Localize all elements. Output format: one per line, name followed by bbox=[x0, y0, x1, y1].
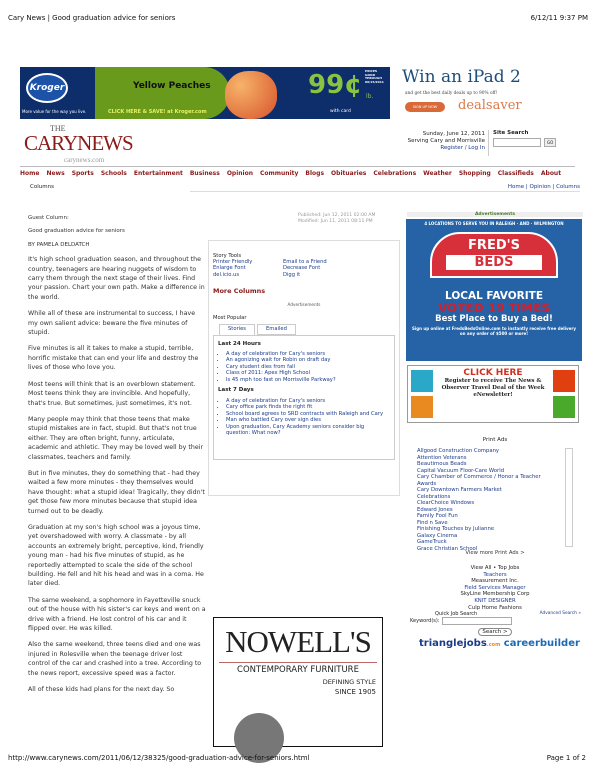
site-search bbox=[488, 130, 556, 156]
print-ad-link[interactable]: Galaxy Cinema bbox=[417, 532, 458, 539]
search-input[interactable] bbox=[493, 138, 541, 147]
article-paragraph: Five minutes is all it takes to make a stupid, terrible, horrific mistake that can end your life and destroy the lives of those who love you. bbox=[28, 345, 199, 372]
print-ad-link[interactable]: Allgood Construction Company bbox=[417, 448, 500, 454]
story-tool-del-icio-us[interactable]: del.icio.us bbox=[213, 271, 240, 278]
popular-story-link[interactable]: • School board agrees to SRD contracts with Raleigh and Cary bbox=[226, 411, 390, 418]
nav-weather[interactable]: Weather bbox=[423, 170, 452, 177]
ipad-ad[interactable] bbox=[400, 67, 580, 119]
story-tools-title: Story Tools bbox=[213, 253, 242, 259]
print-ad-link[interactable]: Finishing Touches by Julianne bbox=[417, 526, 495, 532]
article-kicker: Guest Column: bbox=[28, 215, 69, 221]
print-datetime: 6/12/11 9:37 PM bbox=[530, 14, 588, 22]
print-ad-link[interactable]: Beautimous Beads bbox=[417, 461, 467, 467]
logo-name: CARYNEWS bbox=[24, 131, 133, 155]
peach-image bbox=[225, 71, 277, 119]
tree-icon bbox=[411, 370, 433, 392]
nav-shopping[interactable]: Shopping bbox=[458, 170, 491, 177]
search-go-button[interactable]: GO bbox=[544, 138, 556, 147]
last-7-days-heading: Last 7 Days bbox=[218, 387, 254, 394]
print-ad-link[interactable]: Grace Christian School bbox=[417, 545, 478, 552]
last-24-hours-heading: Last 24 Hours bbox=[218, 340, 261, 347]
print-ad-link[interactable]: Find n Save bbox=[417, 519, 448, 526]
ad-cta[interactable]: CLICK HERE & SAVE! at Kroger.com bbox=[108, 109, 207, 115]
print-ad-link[interactable]: ClearChoice Windows bbox=[417, 500, 475, 506]
divider bbox=[190, 191, 580, 192]
article-title: Good graduation advice for seniors bbox=[28, 228, 125, 235]
story-tool-decrease-font[interactable]: Decrease Font bbox=[283, 265, 321, 272]
brand-com: .com bbox=[486, 642, 501, 649]
article bbox=[28, 214, 206, 745]
ad-prices-good: PRICES GOOD THROUGH 06/15/2011 bbox=[365, 69, 384, 84]
nav-home[interactable]: Home bbox=[20, 170, 40, 177]
popular-story-link[interactable]: • A day of celebration for Cary's seniors bbox=[226, 398, 390, 405]
job-listing[interactable]: SkyLine Membership Corp bbox=[460, 591, 530, 598]
job-listing[interactable]: Teachers bbox=[483, 571, 507, 578]
nav-celebrations[interactable]: Celebrations bbox=[373, 170, 417, 177]
print-ad-link[interactable]: Attention Veterans bbox=[417, 454, 467, 461]
keyword-label: Keyword(s): bbox=[410, 618, 440, 625]
nav-obituaries[interactable]: Obituaries bbox=[331, 170, 367, 177]
popular-story-link[interactable]: • Class of 2011: Apex High School bbox=[226, 370, 390, 377]
ad-price: 99¢ bbox=[308, 70, 363, 100]
advanced-search-link[interactable]: Advanced Search » bbox=[539, 611, 581, 617]
banner-ad[interactable] bbox=[20, 67, 580, 119]
dealsaver-logo: dealsaver bbox=[458, 98, 522, 113]
story-tool-email-to-a-friend[interactable]: Email to a Friend bbox=[283, 259, 327, 266]
freds-name2: BEDS bbox=[446, 255, 542, 270]
jobs-header[interactable]: View All • Top Jobs bbox=[470, 565, 520, 571]
ad-label: Advertisements bbox=[287, 302, 321, 308]
tree-icon bbox=[553, 370, 575, 392]
breadcrumb: Home | Opinion | Columns bbox=[507, 184, 580, 190]
section-title: Columns bbox=[30, 184, 54, 190]
article-paragraph: Most teens will think that is an overblown statement. Most teens think they are invincible. And hopefully, that's true. But sometimes, just sometimes, it's not. bbox=[28, 380, 196, 407]
article-paragraph: Many people may think that those teens that make stupid mistakes are in fact, stupid. But that's not true either. They are often bright, funny, articulate, academic and athletic. They may be loved well by their classmates, teachers and family. bbox=[28, 415, 204, 461]
ad-unit: lb. bbox=[366, 93, 374, 100]
nowells-ad[interactable] bbox=[213, 617, 383, 747]
kroger-ad[interactable] bbox=[20, 67, 390, 119]
popular-story-link[interactable]: • A day of celebration for Cary's seniors bbox=[226, 351, 390, 358]
article-paragraph: While all of these are instrumental to success, I have my own salient advice: beware the five minutes of stupid. bbox=[28, 310, 196, 337]
published-date: Published: Jun 12, 2011 02:00 AM bbox=[298, 213, 376, 218]
quick-job-search: Quick Job Search bbox=[435, 611, 478, 618]
popular-story-link[interactable]: • Cary student dies from fall bbox=[226, 364, 390, 371]
ipad-title: Win an iPad 2 bbox=[402, 67, 521, 87]
header-date: Sunday, June 12, 2011 bbox=[422, 131, 485, 137]
story-tool-enlarge-font[interactable]: Enlarge Font bbox=[213, 265, 246, 272]
freds-top: 4 LOCATIONS TO SERVE YOU IN RALEIGH · AND · WILMINGTON bbox=[424, 221, 564, 226]
popular-story-link[interactable]: • Man who battled Cary over sign dies bbox=[226, 417, 390, 424]
tab-emailed[interactable]: Emailed bbox=[257, 324, 296, 334]
modified-date: Modified: Jun 11, 2011 08:11 PM bbox=[298, 219, 373, 224]
most-popular-title: Most Popular bbox=[213, 315, 247, 322]
article-paragraph: All of these kids had plans for the next day. So bbox=[28, 686, 175, 694]
tree-icon bbox=[553, 396, 575, 418]
more-columns-heading[interactable]: More Columns bbox=[213, 286, 266, 295]
signup-button[interactable]: SIGN UP NOW bbox=[405, 102, 445, 112]
register-link[interactable]: Register / Log In bbox=[440, 145, 485, 151]
keyword-input[interactable] bbox=[442, 617, 512, 625]
careerbuilder-logo[interactable] bbox=[419, 638, 585, 649]
ads-header: Advertisements bbox=[407, 212, 583, 217]
print-ad-link[interactable]: Capital Vacuum Floor-Care World bbox=[417, 467, 505, 474]
print-title: Cary News | Good graduation advice for seniors bbox=[8, 14, 176, 22]
job-listing[interactable]: Measurement Inc. bbox=[471, 578, 519, 585]
popular-story-link[interactable]: • An agonizing wait for Robin on draft day bbox=[226, 357, 390, 364]
nav-opinion[interactable]: Opinion bbox=[226, 170, 253, 177]
nav-about[interactable]: About bbox=[540, 170, 562, 177]
story-tool-printer-friendly[interactable]: Printer Friendly bbox=[213, 259, 253, 266]
print-ad-link[interactable]: Family Fool Fun bbox=[417, 513, 458, 519]
tab-stories[interactable]: Stories bbox=[219, 324, 255, 334]
article-dates bbox=[298, 213, 375, 225]
print-ad-link[interactable]: Edward Jones bbox=[417, 506, 453, 513]
article-byline: BY PAMELA DELDATCH bbox=[28, 241, 90, 248]
crumb-columns[interactable]: Columns bbox=[556, 184, 580, 190]
nav-news[interactable]: News bbox=[46, 170, 65, 177]
print-ad-link[interactable]: Cary Chamber of Commerce / Honor a Teacher Awards bbox=[417, 474, 541, 487]
freds-best: Best Place to Buy a Bed! bbox=[435, 314, 553, 324]
travel-click: CLICK HERE bbox=[463, 368, 523, 378]
popular-story-link[interactable]: • Is 45 mph too fast on Morrisville Parkway? bbox=[226, 377, 390, 384]
nowells-defining: DEFINING STYLE bbox=[322, 678, 376, 686]
nav-entertainment[interactable]: Entertainment bbox=[133, 170, 183, 177]
article-paragraph: Also the same weekend, three teens died and one was injured in Rolesville when the teenage driver lost control of the car and crashed into a tree. According to the news report, excessive speed was a factor. bbox=[28, 641, 202, 677]
article-paragraph: But in five minutes, they do something that - had they waited a few more minutes - they themselves would have thought: what a stupid idea! Tragically, they didn't get those few more minutes because that stupid idea turned out to be deadly. bbox=[28, 469, 205, 515]
job-listing[interactable]: Field Services Manager bbox=[464, 584, 526, 591]
story-tool-digg-it[interactable]: Digg it bbox=[283, 271, 301, 278]
search-label: Site Search bbox=[493, 130, 529, 136]
sidebar-box bbox=[208, 240, 400, 496]
header-info bbox=[408, 131, 485, 152]
nowells-since: SINCE 1905 bbox=[334, 688, 376, 696]
nav-classifieds[interactable]: Classifieds bbox=[497, 170, 534, 177]
header-serving: Serving Cary and Morrisville bbox=[407, 138, 485, 144]
ipad-sub: and get the best daily deals up to 90% off! bbox=[405, 91, 498, 96]
logo-the: THE bbox=[50, 124, 66, 133]
logo-url: carynews.com bbox=[64, 156, 105, 164]
freds-local: LOCAL FAVORITE bbox=[445, 290, 543, 302]
crumb-opinion[interactable]: Opinion bbox=[529, 184, 551, 190]
footer-page: Page 1 of 2 bbox=[546, 754, 586, 762]
nowells-name: NOWELL'S bbox=[225, 624, 371, 659]
freds-name1: FRED'S bbox=[468, 238, 520, 253]
brand-careerbuilder: careerbuilder bbox=[503, 638, 580, 650]
freds-voted: VOTED 19 TIMES bbox=[437, 301, 551, 315]
popular-story-link[interactable]: • Upon graduation, Cary Academy seniors consider big question: What now? bbox=[226, 424, 390, 437]
article-paragraph: Graduation at my son's high school was a joyous time, yet overshadowed with worry. A classmate - by all accounts an extremely bright, perceptive, kind, friendly young man - had his five minutes of stupid, as he reportedly attempted to scale the side of the school building. He fell and hit his head and was in a coma. He later died. bbox=[28, 523, 204, 588]
kroger-tagline: More value for the way you live. bbox=[22, 109, 87, 114]
freds-beds-ad[interactable] bbox=[406, 219, 582, 361]
kroger-logo: Kroger bbox=[26, 73, 68, 103]
nav-schools[interactable]: Schools bbox=[100, 170, 127, 177]
nowells-line: CONTEMPORARY FURNITURE bbox=[237, 665, 359, 675]
article-paragraph: The same weekend, a sophomore in Fayetteville snuck out of the house with his sister's car keys and went on a drive with a friend. He lost control of his car and it flipped over. He was killed. bbox=[28, 596, 206, 633]
print-ads-title: Print Ads bbox=[482, 437, 508, 443]
job-listing[interactable]: KNIT DESIGNER bbox=[474, 597, 516, 604]
nav-business[interactable]: Business bbox=[189, 170, 220, 177]
nav-sports[interactable]: Sports bbox=[71, 170, 94, 177]
view-more-print-ads[interactable]: View more Print Ads > bbox=[465, 550, 525, 556]
print-ad-link[interactable]: Celebrations bbox=[417, 493, 451, 500]
popular-story-link[interactable]: • Cary office park finds the right fit bbox=[226, 404, 390, 411]
print-ad-link[interactable]: GameTruck bbox=[417, 539, 447, 545]
print-ad-link[interactable]: Cary Downtown Farmers Market bbox=[417, 487, 502, 493]
print-ads-scrollbar[interactable] bbox=[565, 448, 573, 547]
nav-blogs[interactable]: Blogs bbox=[305, 170, 325, 177]
ad-with-card: with card bbox=[330, 109, 351, 114]
travel-deal-ad[interactable] bbox=[407, 365, 579, 423]
main-nav bbox=[20, 166, 575, 180]
freds-signup: Sign up online at FredsBedsOnline.com to instantly receive free delivery on any order of $500 or more! bbox=[412, 326, 576, 336]
tree-icon bbox=[411, 396, 433, 418]
travel-text: Register to receive The News & Observer Travel Deal of the Week eNewsletter! bbox=[441, 378, 545, 398]
site-logo[interactable] bbox=[24, 124, 154, 166]
job-listing[interactable]: Culp Home Fashions bbox=[468, 604, 522, 611]
ad-product: Yellow Peaches bbox=[133, 81, 211, 91]
right-column bbox=[405, 212, 585, 649]
footer-url: http://www.carynews.com/2011/06/12/38325/good-graduation-advice-for-seniors.html bbox=[8, 754, 310, 762]
job-search-button[interactable]: Search > bbox=[478, 628, 512, 636]
brand-triangle: trianglejobs bbox=[419, 638, 487, 650]
article-paragraph: It's high school graduation season, and throughout the country, teenagers are hearing nuggets of wisdom to carry them through the next stage of their lives. Find your passion. Chart your own path. Make a difference in the world. bbox=[28, 256, 205, 301]
nav-community[interactable]: Community bbox=[260, 170, 299, 177]
crumb-home[interactable]: Home bbox=[507, 184, 525, 190]
